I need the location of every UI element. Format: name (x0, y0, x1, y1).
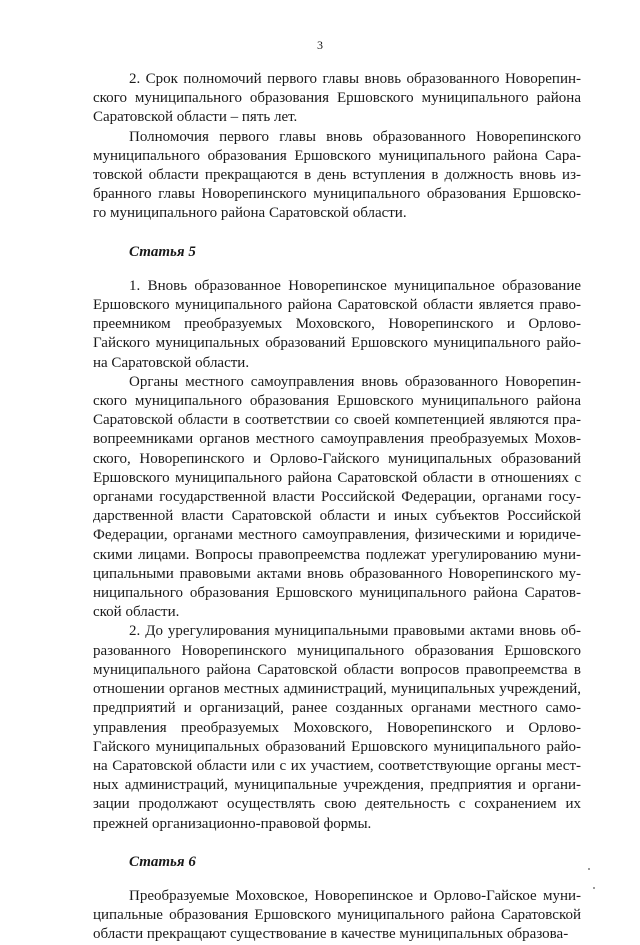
heading-spacer (93, 262, 581, 277)
text-line: зации продолжают осуществлять свою деятельность с сохранением их (93, 796, 581, 813)
text-line: на Саратовской области или с их участием, соответствующие органы мест- (93, 757, 581, 774)
text-line: ниципального образования Ершовского муниципального района Саратов- (93, 585, 581, 602)
text-line: ципальными правовыми актами вновь образованного Новорепинского му- (93, 565, 581, 582)
text-line: Органы местного самоуправления вновь образованного Новорепин- (129, 373, 581, 390)
text-line: скими лицами. Вопросы правопреемства подлежат урегулированию муни- (93, 546, 581, 563)
text-line: товской области прекращаются в день вступления в должность вновь из- (93, 167, 581, 184)
paragraph (93, 277, 581, 373)
text-line: управления преобразуемых Моховского, Новорепинского и Орлово- (93, 719, 581, 736)
text-line: дарственной власти Саратовской области и иных субъектов Российской (93, 508, 581, 525)
text-line: ской области. (93, 604, 180, 621)
text-line: го муниципального района Саратовской области. (93, 205, 407, 222)
text-line: предприятий и организаций, ранее созданных органами местного само- (93, 700, 581, 717)
document-body (93, 70, 581, 945)
text-line: Федерации, органами местного самоуправления, физическими и юридиче- (93, 527, 581, 544)
text-line: Саратовской области в соответствии со своей компетенцией являются пра- (93, 412, 581, 429)
paragraph (93, 373, 581, 623)
text-line: органами государственной власти Российской Федерации, органами госу- (93, 489, 581, 506)
text-line: муниципального района Саратовской области вопросов правопреемства в (93, 661, 581, 678)
text-line: Преобразуемые Моховское, Новорепинское и Орлово-Гайское муни- (129, 887, 581, 904)
text-line: преемником преобразуемых Моховского, Новорепинского и Орлово- (93, 316, 581, 333)
text-line: Гайского муниципальных образований Ершовского муниципального райо- (93, 335, 581, 352)
text-line: бранного главы Новорепинского муниципального образования Ершовско- (93, 186, 581, 203)
text-line: разованного Новорепинского муниципального образования Ершовского (93, 642, 581, 659)
text-line: области прекращают существование в качестве муниципальных образова- (93, 926, 569, 943)
paragraph (93, 887, 581, 945)
text-line: Гайского муниципальных образований Ершовского муниципального райо- (93, 738, 581, 755)
scan-speck (588, 868, 590, 870)
text-line: вопреемниками органов местного самоуправления преобразуемых Мохов- (93, 431, 581, 448)
text-line: ского, Новорепинского и Орлово-Гайского муниципальных образований (93, 450, 581, 467)
article-heading: Статья 6 (129, 853, 196, 870)
scan-speck (593, 887, 595, 889)
text-line: Ершовского муниципального района Саратовской области является право- (93, 297, 581, 314)
text-line: Саратовской области – пять лет. (93, 109, 298, 126)
text-line: отношении органов местных администраций, муниципальных учреждений, (93, 681, 581, 698)
text-line: Полномочия первого главы вновь образованного Новорепинского (129, 128, 581, 145)
text-line: 2. До урегулирования муниципальными правовыми актами вновь об- (129, 623, 581, 640)
heading-spacer (93, 224, 581, 243)
article-heading: Статья 5 (129, 243, 196, 260)
paragraph (93, 128, 581, 224)
text-line: прежней организационно-правовой формы. (93, 815, 372, 832)
text-line: ципальные образования Ершовского муниципального района Саратовской (93, 907, 581, 924)
text-line: ных администраций, муниципальные учреждения, предприятия и органи- (93, 777, 581, 794)
text-line: муниципального образования Ершовского муниципального района Сара- (93, 147, 581, 164)
text-line: на Саратовской области. (93, 354, 250, 371)
page-number: 3 (317, 38, 323, 52)
text-line: 2. Срок полномочий первого главы вновь образованного Новорепин- (129, 71, 581, 87)
paragraph (93, 70, 581, 128)
paragraph (93, 622, 581, 833)
text-line: ского муниципального образования Ершовского муниципального района (93, 393, 581, 410)
text-line: 1. Вновь образованное Новорепинское муниципальное образование (129, 277, 581, 294)
heading-spacer (93, 834, 581, 853)
heading-spacer (93, 872, 581, 887)
text-line: ского муниципального образования Ершовского муниципального района (93, 90, 581, 107)
text-line: Ершовского муниципального района Саратовской области в отношениях с (93, 469, 581, 486)
